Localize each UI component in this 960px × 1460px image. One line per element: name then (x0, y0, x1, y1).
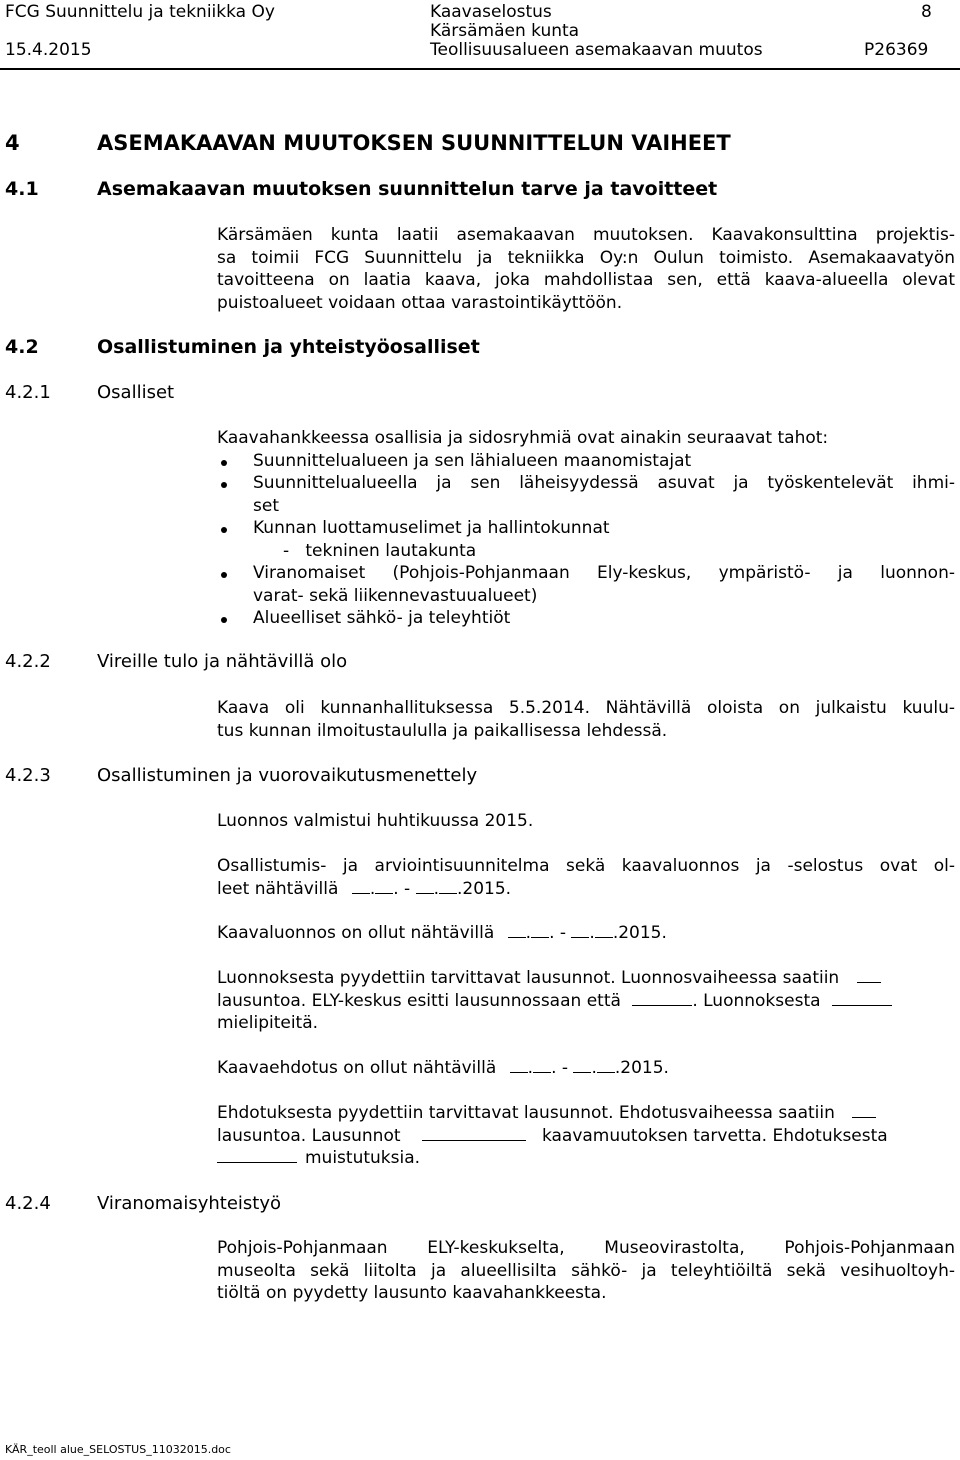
text-fragment: . Luonnoksesta (692, 990, 821, 1011)
text-line (217, 990, 955, 1013)
text-line: mielipiteitä. (217, 1013, 319, 1033)
date-blank (533, 1058, 551, 1073)
paragraph-4-2-1 (217, 427, 955, 630)
text-line: tus kunnan ilmoitustaululla ja paikallisessa lehdessä. (217, 720, 668, 741)
text-line (217, 1147, 955, 1170)
section-number: 4 (5, 131, 20, 155)
text-line (217, 1125, 955, 1148)
date-blank (573, 1058, 591, 1073)
subsubsection-number: 4.2.4 (5, 1193, 51, 1214)
text-line: museolta sekä liitolta ja alueellisilta sähkö- ja teleyhtiöiltä sekä vesihuoltoyh- (217, 1260, 955, 1281)
text-line: tiöltä on pyydetty lausunto kaavahankkeesta. (217, 1283, 607, 1303)
header-date: 15.4.2015 (5, 40, 92, 60)
text-line: set (253, 495, 279, 516)
text-line: Viranomaiset (Pohjois-Pohjanmaan Ely-keskus, ympäristö- ja luonnon- (253, 563, 955, 583)
fill-blank (217, 1148, 297, 1163)
bullet-icon (221, 460, 227, 466)
bullet-icon (221, 617, 227, 623)
text-fragment: .2015. (614, 1058, 669, 1078)
paragraph-luonnos-nahtavilla (217, 922, 955, 945)
text-fragment: muistutuksia. (305, 1148, 421, 1168)
fill-blank (857, 968, 881, 983)
text-line: Kaava oli kunnanhallituksessa 5.5.2014. Nähtävillä oloista on julkaistu kuulu- (217, 698, 955, 718)
text-line: Suunnittelualueella ja sen läheisyydessä asuvat ja työskentelevät ihmi- (253, 473, 955, 493)
date-blank (510, 1058, 528, 1073)
subsubsection-title: Osallistuminen ja vuorovaikutusmenettely (97, 765, 478, 786)
text-line: Kaavaluonnos on ollut nähtävillä . . - . .2015. (217, 923, 667, 943)
list-item (217, 562, 955, 607)
subsubsection-number: 4.2.2 (5, 651, 51, 672)
text-line (217, 967, 955, 990)
text-line: Kärsämäen kunta laatii asemakaavan muutoksen. Kaavakonsulttina projektis- (217, 225, 955, 245)
stakeholder-list (217, 450, 955, 630)
text-fragment: .2015. (457, 878, 512, 899)
text-fragment: lausuntoa. ELY-keskus esitti lausunnossaan että (217, 990, 621, 1011)
section-title: ASEMAKAAVAN MUUTOKSEN SUUNNITTELUN VAIHEET (97, 131, 731, 155)
subsubsection-number: 4.2.3 (5, 765, 51, 786)
date-blank (375, 879, 393, 894)
bullet-icon (221, 482, 227, 488)
header-municipality: Kärsämäen kunta (430, 21, 580, 41)
header-doc-type: Kaavaselostus (430, 2, 552, 22)
date-blank (571, 923, 589, 938)
text-line: Luonnos valmistui huhtikuussa 2015. (217, 811, 534, 831)
text-line: Pohjois-Pohjanmaan ELY-keskukselta, Museovirastolta, Pohjois-Pohjanmaan (217, 1238, 955, 1258)
text-line (217, 1102, 955, 1125)
text-line: varat- sekä liikennevastuualueet) (253, 585, 538, 606)
paragraph-4-1 (217, 224, 955, 314)
text-fragment: Luonnoksesta pyydettiin tarvittavat lausunnot. Luonnosvaiheessa saatiin (217, 968, 840, 988)
header-page-number: 8 (921, 2, 932, 22)
subsubsection-title: Osalliset (97, 382, 175, 403)
fill-blank (632, 991, 692, 1006)
text-line: tavoitteena on laatia kaava, joka mahdollistaa sen, että kaava-alueella olevat (217, 270, 955, 290)
text-fragment: Kaavaluonnos on ollut nähtävillä (217, 923, 495, 943)
paragraph-luonnos (217, 810, 955, 833)
sub-list-item: - tekninen lautakunta (283, 540, 477, 561)
date-blank (595, 923, 613, 938)
text-line: Alueelliset sähkö- ja teleyhtiöt (253, 608, 511, 628)
subsubsection-title: Vireille tulo ja nähtävillä olo (97, 651, 348, 672)
text-line: Kunnan luottamuselimet ja hallintokunnat (253, 518, 610, 538)
subsection-title: Osallistuminen ja yhteistyöosalliset (97, 336, 480, 358)
footer-filename: KÄR_teoll alue_SELOSTUS_11032015.doc (5, 1443, 231, 1456)
text-line: Kaavaehdotus on ollut nähtävillä . . - . .2015. (217, 1058, 669, 1078)
date-blank (597, 1058, 615, 1073)
header-project-code: P26369 (864, 40, 929, 60)
text-fragment: kaavamuutoksen tarvetta. Ehdotuksesta (541, 1125, 888, 1146)
bullet-icon (221, 527, 227, 533)
list-item (217, 517, 955, 562)
text-fragment: leet nähtävillä (217, 878, 339, 899)
list-item (217, 472, 955, 517)
text-fragment: Ehdotuksesta pyydettiin tarvittavat lausunnot. Ehdotusvaiheessa saatiin (217, 1103, 835, 1123)
fill-blank (832, 991, 892, 1006)
text-fragment: .2015. (612, 923, 667, 943)
text-line: leet nähtävillä . . - . .2015. (217, 878, 512, 899)
subsubsection-number: 4.2.1 (5, 382, 51, 403)
subsubsection-title: Viranomaisyhteistyö (97, 1193, 282, 1214)
header-company: FCG Suunnittelu ja tekniikka Oy (5, 2, 275, 22)
paragraph-4-2-4 (217, 1237, 955, 1305)
paragraph-ehdotus-lausunnot (217, 1102, 955, 1170)
paragraph-4-2-2 (217, 697, 955, 742)
text-line: Osallistumis- ja arviointisuunnitelma sekä kaavaluonnos ja -selostus ovat ol- (217, 856, 955, 876)
date-blank (416, 879, 434, 894)
text-fragment: lausuntoa. Lausunnot (217, 1125, 401, 1146)
bullet-icon (221, 572, 227, 578)
text-line: Kaavahankkeessa osallisia ja sidosryhmiä ovat ainakin seuraavat tahot: (217, 428, 829, 448)
fill-blank (422, 1126, 526, 1141)
text-line: puistoalueet voidaan ottaa varastointikäyttöön. (217, 292, 623, 313)
text-line: sa toimii FCG Suunnittelu ja tekniikka Oy:n Oulun toimisto. Asemakaavatyön (217, 247, 955, 268)
text-fragment: Kaavaehdotus on ollut nähtävillä (217, 1058, 497, 1078)
date-blank (531, 923, 549, 938)
list-item (217, 450, 955, 473)
paragraph-ehdotus-nahtavilla (217, 1057, 955, 1080)
list-item (217, 607, 955, 630)
paragraph-oas (217, 855, 955, 900)
date-blank (508, 923, 526, 938)
header-project: Teollisuusalueen asemakaavan muutos (430, 40, 763, 60)
paragraph-luonnos-lausunnot (217, 967, 955, 1035)
subsection-title: Asemakaavan muutoksen suunnittelun tarve ja tavoitteet (97, 178, 718, 200)
text-line: Suunnittelualueen ja sen lähialueen maanomistajat (253, 450, 692, 471)
subsection-number: 4.1 (5, 178, 39, 200)
header-divider (0, 68, 960, 70)
subsection-number: 4.2 (5, 336, 39, 358)
date-blank (352, 879, 370, 894)
date-blank (439, 879, 457, 894)
fill-blank (852, 1103, 876, 1118)
